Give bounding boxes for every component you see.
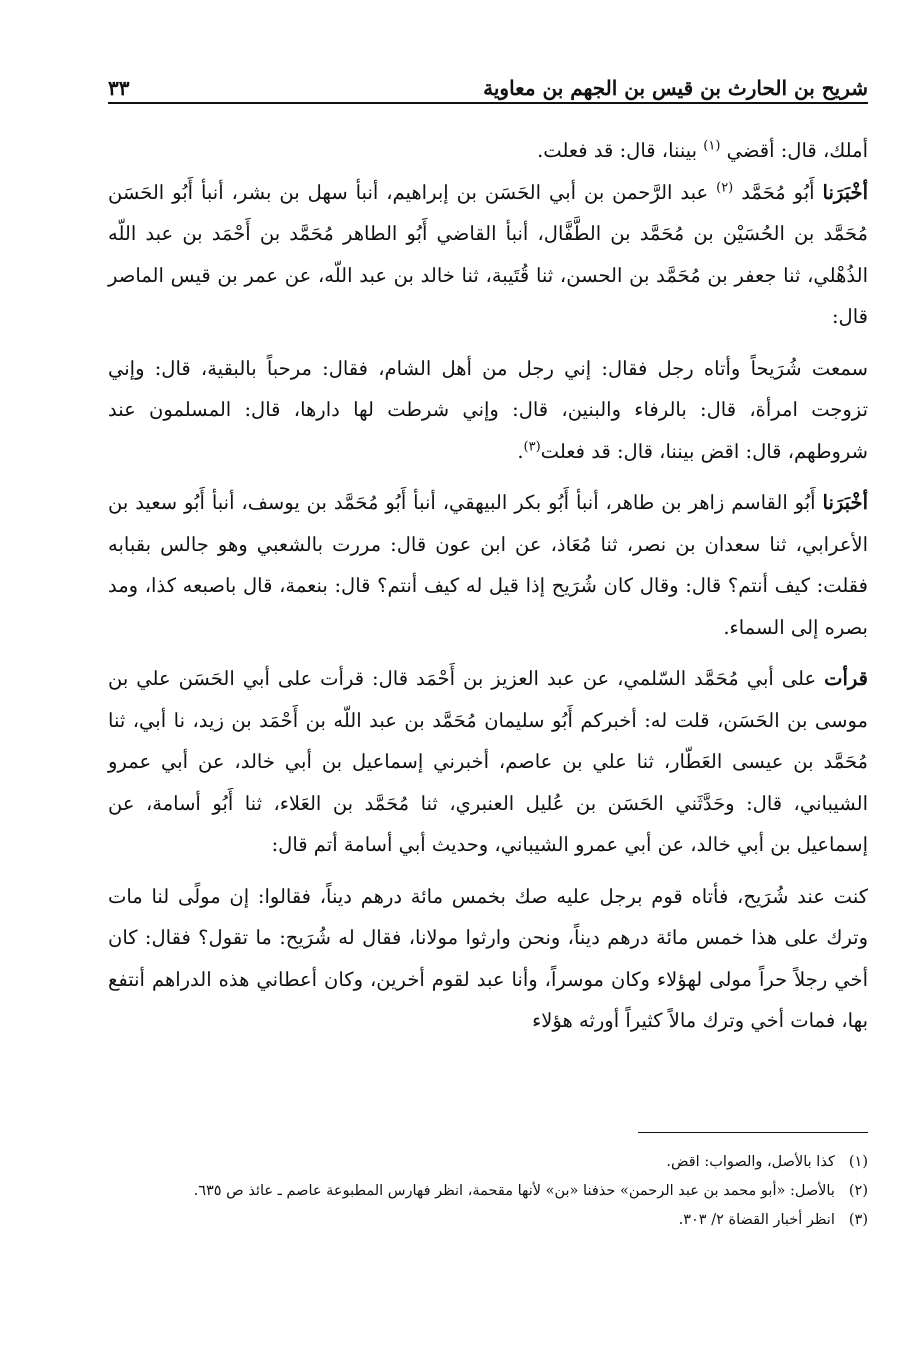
paragraph-text: أَبُو القاسم زاهر بن طاهر، أنبأ أَبُو بكر البيهقي، أنبأ أَبُو مُحَمَّد بن يوسف، أنبأ أَبُو سعيد بن الأعرابي، ثنا سعدان بن نصر، ثنا مُعَاذ، عن ابن عون قال: مررت بالشعبي وهو جالس بقبابه فقلت: كيف أنتم؟ قال: وقال كان شُرَيح إذا قيل له كيف أنتم؟ قال: بنعمة، قال باصبعه كذا، ومد بصره إلى السماء. [108, 491, 868, 639]
narration-lead-word: قرأت [824, 667, 868, 690]
footnote-text: بالأصل: «أبو محمد بن عبد الرحمن» حذفنا «بن» لأنها مقحمة، انظر فهارس المطبوعة عاصم ـ عائذ ص ٦٣٥. [193, 1183, 835, 1199]
paragraph-2 [108, 172, 868, 338]
page-number: ٣٣ [108, 76, 130, 100]
footnote-number: (١) [848, 1154, 868, 1170]
paragraph-5 [108, 658, 868, 866]
narration-lead-word: أخْبَرَنا [822, 180, 868, 204]
footnote-separator [638, 1132, 868, 1133]
footnote-text: كذا بالأصل، والصواب: اقض. [666, 1154, 835, 1170]
paragraph-text: . [517, 439, 524, 463]
paragraph-text: أَبُو مُحَمَّد [741, 180, 823, 204]
paragraph-text: سمعت شُرَيحاً وأتاه رجل فقال: إني رجل من أهل الشام، فقال: مرحباً بالبقية، قال: وإني تزوجت امرأة، قال: بالرفاء والبنين، قال: وإني شرطت لها دارها، قال: المسلمون عند شروطهم، قال: اقض بيننا، قال: قد فعلت [108, 356, 868, 463]
footnote-reference-2: (٢) [716, 180, 734, 195]
paragraph-text: عبد الرَّحمن بن أبي الحَسَن بن إبراهيم، أنبأ سهل بن بشر، أنبأ أَبُو الحَسَن مُحَمَّد بن الحُسَيْن بن مُحَمَّد بن الطَّفَّال، أنبأ القاضي أَبُو الطاهر مُحَمَّد بن أَحْمَد بن عبد اللّه الذُهْلي، ثنا جعفر بن مُحَمَّد بن الحسن، ثنا قُتَيبة، ثنا خالد بن عبد اللّه، عن عمر بن قيس الماصر قال: [108, 180, 868, 328]
footnote-2 [108, 1177, 868, 1206]
book-page [108, 66, 868, 1316]
running-header [108, 66, 868, 104]
footnote-reference-1: (١) [703, 138, 721, 154]
paragraph-1 [108, 130, 868, 172]
paragraph-text: بيننا، قال: قد فعلت. [537, 139, 704, 162]
footnote-3 [108, 1206, 868, 1235]
paragraph-6 [108, 876, 868, 1042]
footnote-number: (٣) [848, 1212, 868, 1228]
footnotes [108, 1148, 868, 1235]
footnote-number: (٢) [848, 1183, 868, 1199]
paragraph-4 [108, 482, 868, 648]
paragraph-text: على أبي مُحَمَّد السّلمي، عن عبد العزيز بن أَحْمَد قال: قرأت على أبي الحَسَن علي بن موسى بن الحَسَن، قلت له: أخبركم أَبُو سليمان مُحَمَّد بن عبد اللّه بن أَحْمَد بن زيد، نا أبي، ثنا مُحَمَّد بن عيسى العَطّار، ثنا علي بن عاصم، أخبرني إسماعيل بن أبي خالد، عن أبي عمرو الشيباني، قال: وحَدَّثَني الحَسَن بن عُليل العنبري، ثنا مُحَمَّد بن العَلاء، ثنا أَبُو أسامة، عن إسماعيل بن أبي خالد، عن أبي عمرو الشيباني، وحديث أبي أسامة أتم قال: [108, 667, 868, 856]
paragraph-text: كنت عند شُرَيح، فأتاه قوم برجل عليه صك بخمس مائة درهم ديناً، فقالوا: إن مولًى لنا مات وترك على هذا خمس مائة درهم ديناً، ونحن وارثوا مولانا، فقال له شُرَيح: ما تقول؟ فقال: كان أخي رجلاً حراً مولى لهؤلاء وكان موسراً، وأنا عبد لقوم أخرين، وكان أعطاني هذه الدراهم أنتفع بها، فمات أخي وترك مالاً كثيراً أورثه هؤلاء [108, 884, 868, 1032]
narration-lead-word: أخْبَرَنا [822, 491, 868, 514]
body-text [108, 130, 868, 1042]
footnote-text: انظر أخبار القضاة ٢/ ٣٠٣. [678, 1212, 835, 1228]
paragraph-3 [108, 348, 868, 473]
paragraph-text: أملك، قال: أقضي [726, 139, 868, 162]
footnote-reference-3: (٣) [523, 439, 541, 454]
running-title: شريح بن الحارث بن قيس بن الجهم بن معاوية [483, 76, 868, 100]
footnote-1 [108, 1148, 868, 1177]
